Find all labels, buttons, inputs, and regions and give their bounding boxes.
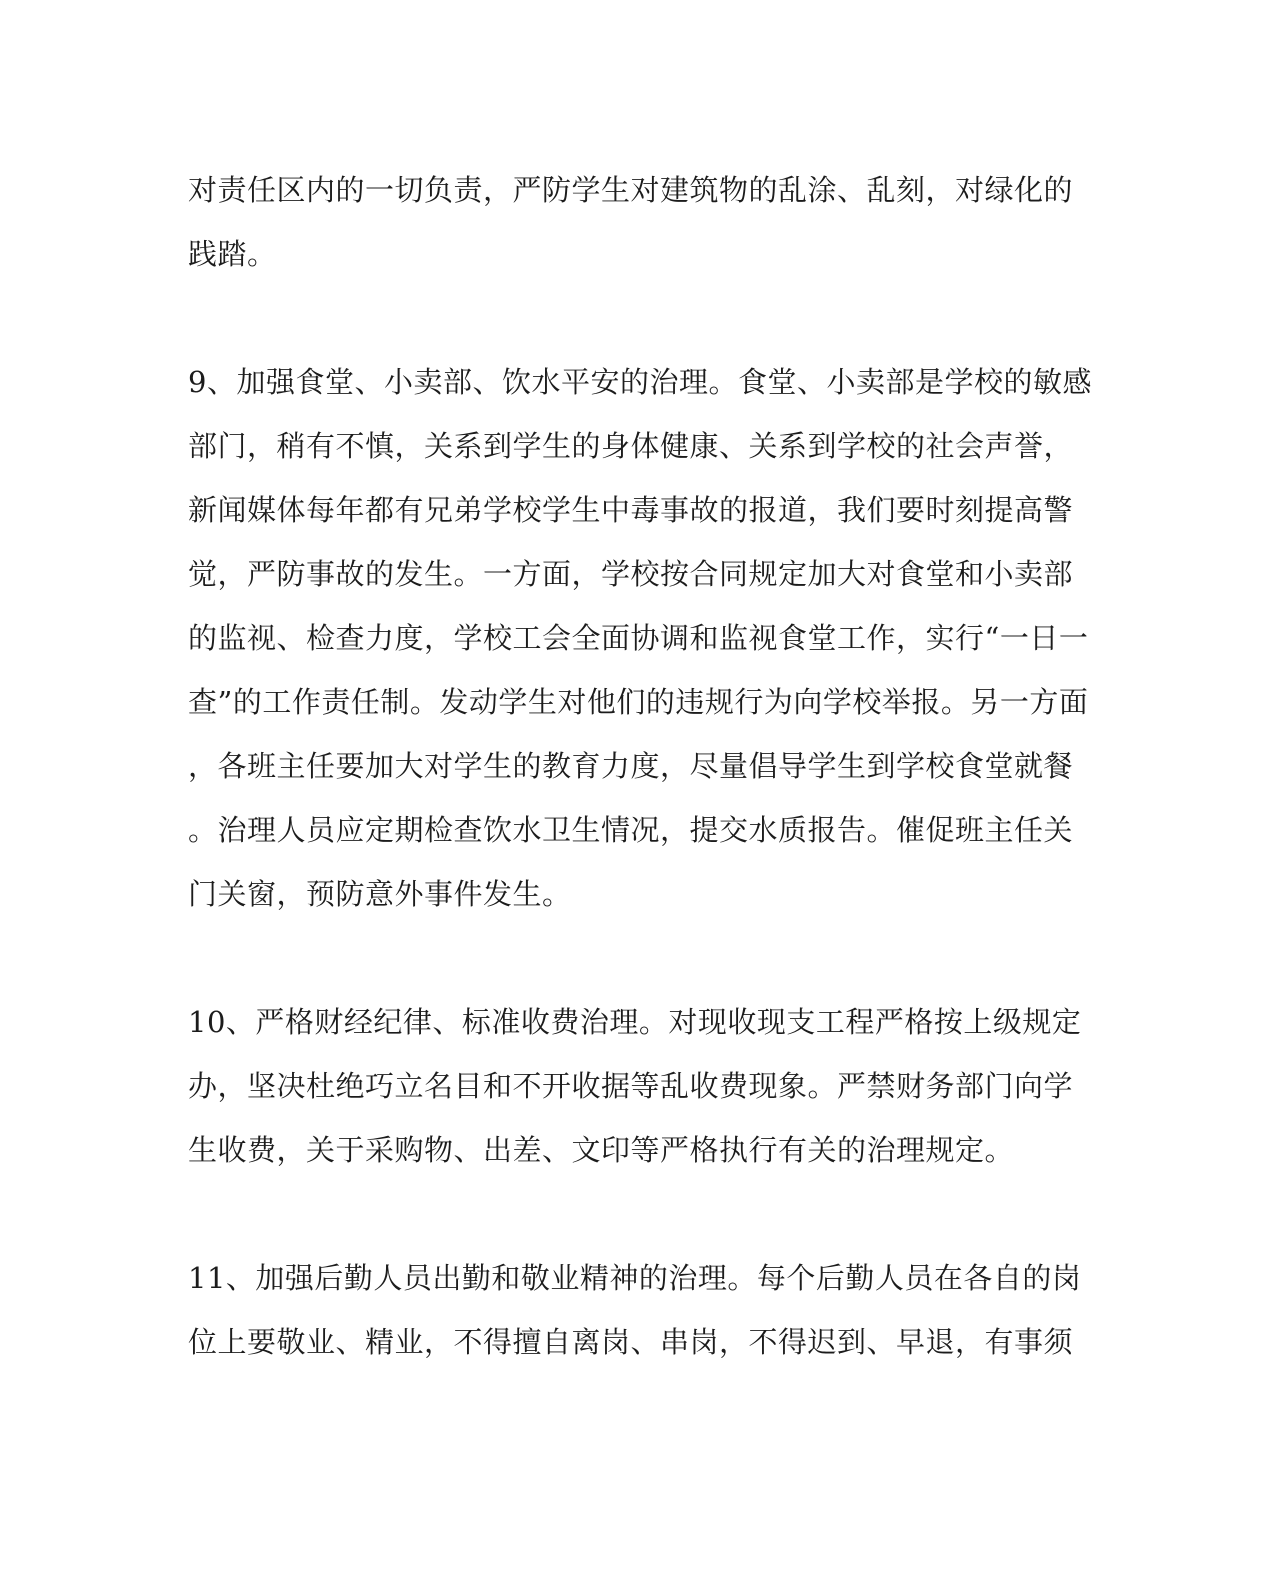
text-line: 生收费，关于采购物、出差、文印等严格执行有关的治理规定。 — [188, 1133, 1015, 1167]
text-line: 。治理人员应定期检查饮水卫生情况，提交水质报告。催促班主任关 — [188, 813, 1074, 847]
text-line: 践踏。 — [188, 237, 277, 271]
text-line: 部门，稍有不慎，关系到学生的身体健康、关系到学校的社会声誉， — [188, 429, 1074, 463]
text-line: 11、加强后勤人员出勤和敬业精神的治理。每个后勤人员在各自的岗 — [188, 1261, 1082, 1295]
text-line: 门关窗，预防意外事件发生。 — [188, 877, 572, 911]
text-line: 对责任区内的一切负责，严防学生对建筑物的乱涂、乱刻，对绿化的 — [188, 173, 1074, 207]
text-line: 新闻媒体每年都有兄弟学校学生中毒事故的报道，我们要时刻提高警 — [188, 493, 1074, 527]
text-line: 10、严格财经纪律、标准收费治理。对现收现支工程严格按上级规定 — [188, 1005, 1082, 1039]
text-line: ，各班主任要加大对学生的教育力度，尽量倡导学生到学校食堂就餐 — [188, 749, 1074, 783]
text-line: 查”的工作责任制。发动学生对他们的违规行为向学校举报。另一方面 — [188, 685, 1089, 719]
text-line: 9、加强食堂、小卖部、饮水平安的治理。食堂、小卖部是学校的敏感 — [188, 365, 1092, 399]
text-line: 的监视、检查力度，学校工会全面协调和监视食堂工作，实行“一日一 — [188, 621, 1089, 655]
text-line: 办，坚决杜绝巧立名目和不开收据等乱收费现象。严禁财务部门向学 — [188, 1069, 1074, 1103]
text-line: 觉，严防事故的发生。一方面，学校按合同规定加大对食堂和小卖部 — [188, 557, 1074, 591]
text-line: 位上要敬业、精业，不得擅自离岗、串岗，不得迟到、早退，有事须 — [188, 1325, 1074, 1359]
